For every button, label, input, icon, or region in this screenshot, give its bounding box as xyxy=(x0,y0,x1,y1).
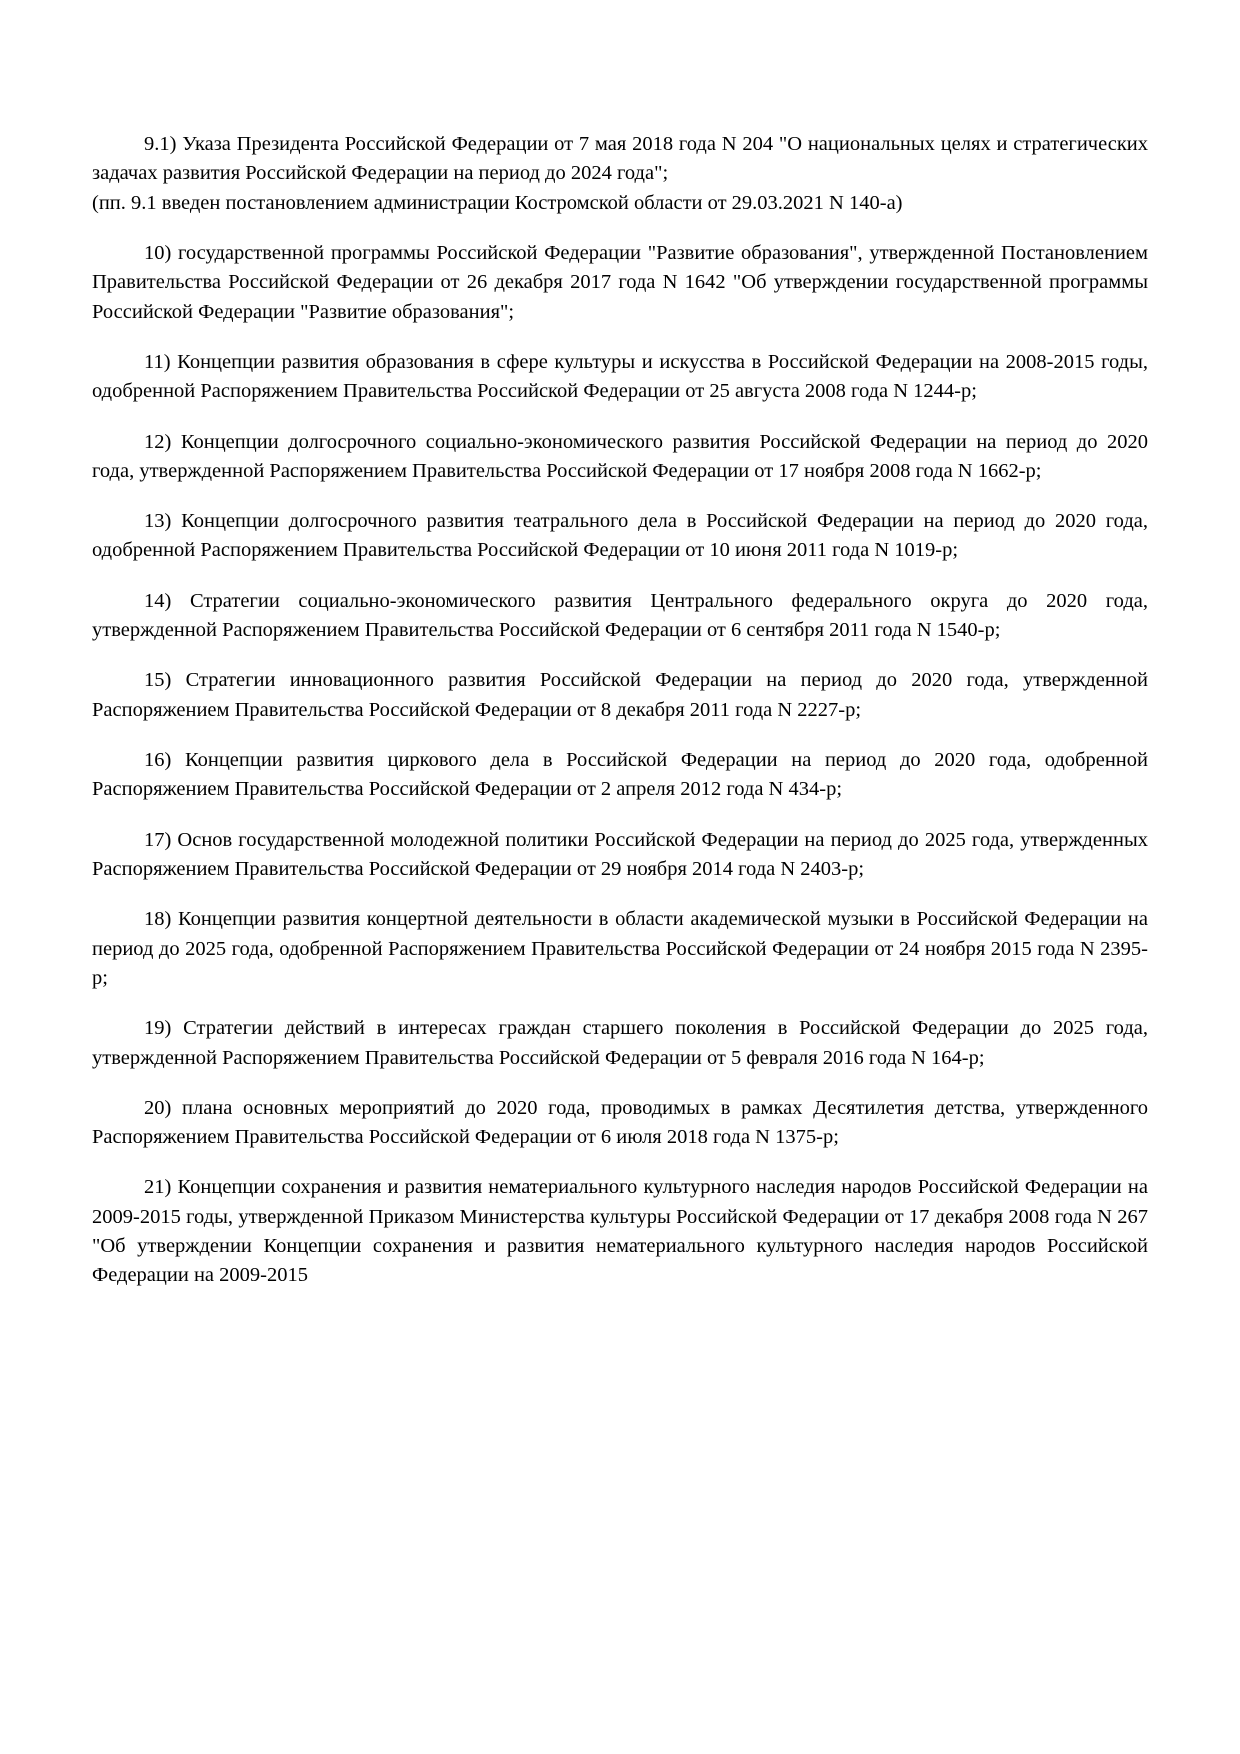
paragraph-item-13: 13) Концепции долгосрочного развития театрального дела в Российской Федерации на период до 2020 года, одобренной Распоряжением Правительства Российской Федерации от 10 июня 2011 года N 1019-р; xyxy=(92,510,1148,562)
paragraph-note-9-1: (пп. 9.1 введен постановлением администрации Костромской области от 29.03.2021 N 140-а) xyxy=(92,191,903,214)
paragraph-item-15: 15) Стратегии инновационного развития Российской Федерации на период до 2020 года, утвержденной Распоряжением Правительства Российской Федерации от 8 декабря 2011 года N 2227-р; xyxy=(92,669,1148,721)
paragraph-item-11: 11) Концепции развития образования в сфере культуры и искусства в Российской Федерации на 2008-2015 годы, одобренной Распоряжением Правительства Российской Федерации от 25 августа 2008 года N 1244-р; xyxy=(92,350,1148,403)
paragraph-item-12: 12) Концепции долгосрочного социально-экономического развития Российской Федерации на период до 2020 года, утвержденной Распоряжением Правительства Российской Федерации от 17 ноября 2008 года N 1662-р; xyxy=(92,430,1148,482)
paragraph-item-19: 19) Стратегии действий в интересах граждан старшего поколения в Российской Федерации до 2025 года, утвержденной Распоряжением Правительства Российской Федерации от 5 февраля 2016 года N 164-р; xyxy=(92,1017,1148,1069)
paragraph-item-14: 14) Стратегии социально-экономического развития Центрального федерального округа до 2020 года, утвержденной Распоряжением Правительства Российской Федерации от 6 сентября 2011 года N 1540-р; xyxy=(92,589,1148,642)
paragraph-item-20: 20) плана основных мероприятий до 2020 года, проводимых в рамках Десятилетия детства, утвержденного Распоряжением Правительства Российской Федерации от 6 июля 2018 года N 1375-р; xyxy=(92,1096,1148,1149)
document-text-body xyxy=(92,130,1148,1291)
paragraph-item-10: 10) государственной программы Российской Федерации "Развитие образования", утвержденной Постановлением Правительства Российской Федерации от 26 декабря 2017 года N 1642 "Об утверждении государственной программы Российской Федерации "Развитие образования"; xyxy=(92,241,1148,323)
paragraph-item-9-1: 9.1) Указа Президента Российской Федерации от 7 мая 2018 года N 204 "О национальных целях и стратегических задачах развития Российской Федерации на период до 2024 года"; xyxy=(92,133,1148,185)
paragraph-item-18: 18) Концепции развития концертной деятельности в области академической музыки в Российской Федерации на период до 2025 года, одобренной Распоряжением Правительства Российской Федерации от 24 ноября 2015 года N 2395-р; xyxy=(92,908,1148,989)
paragraph-item-21: 21) Концепции сохранения и развития нематериального культурного наследия народов Российской Федерации на 2009-2015 годы, утвержденной Приказом Министерства культуры Российской Федерации от 17 декабря 2008 года N 267 "Об утверждении Концепции сохранения и развития нематериального культурного наследия народов Российской Федерации на 2009-2015 xyxy=(92,1176,1148,1287)
paragraph-item-16: 16) Концепции развития циркового дела в Российской Федерации на период до 2020 года, одобренной Распоряжением Правительства Российской Федерации от 2 апреля 2012 года N 434-р; xyxy=(92,749,1148,801)
paragraph-item-17: 17) Основ государственной молодежной политики Российской Федерации на период до 2025 года, утвержденных Распоряжением Правительства Российской Федерации от 29 ноября 2014 года N 2403-р; xyxy=(92,828,1148,880)
